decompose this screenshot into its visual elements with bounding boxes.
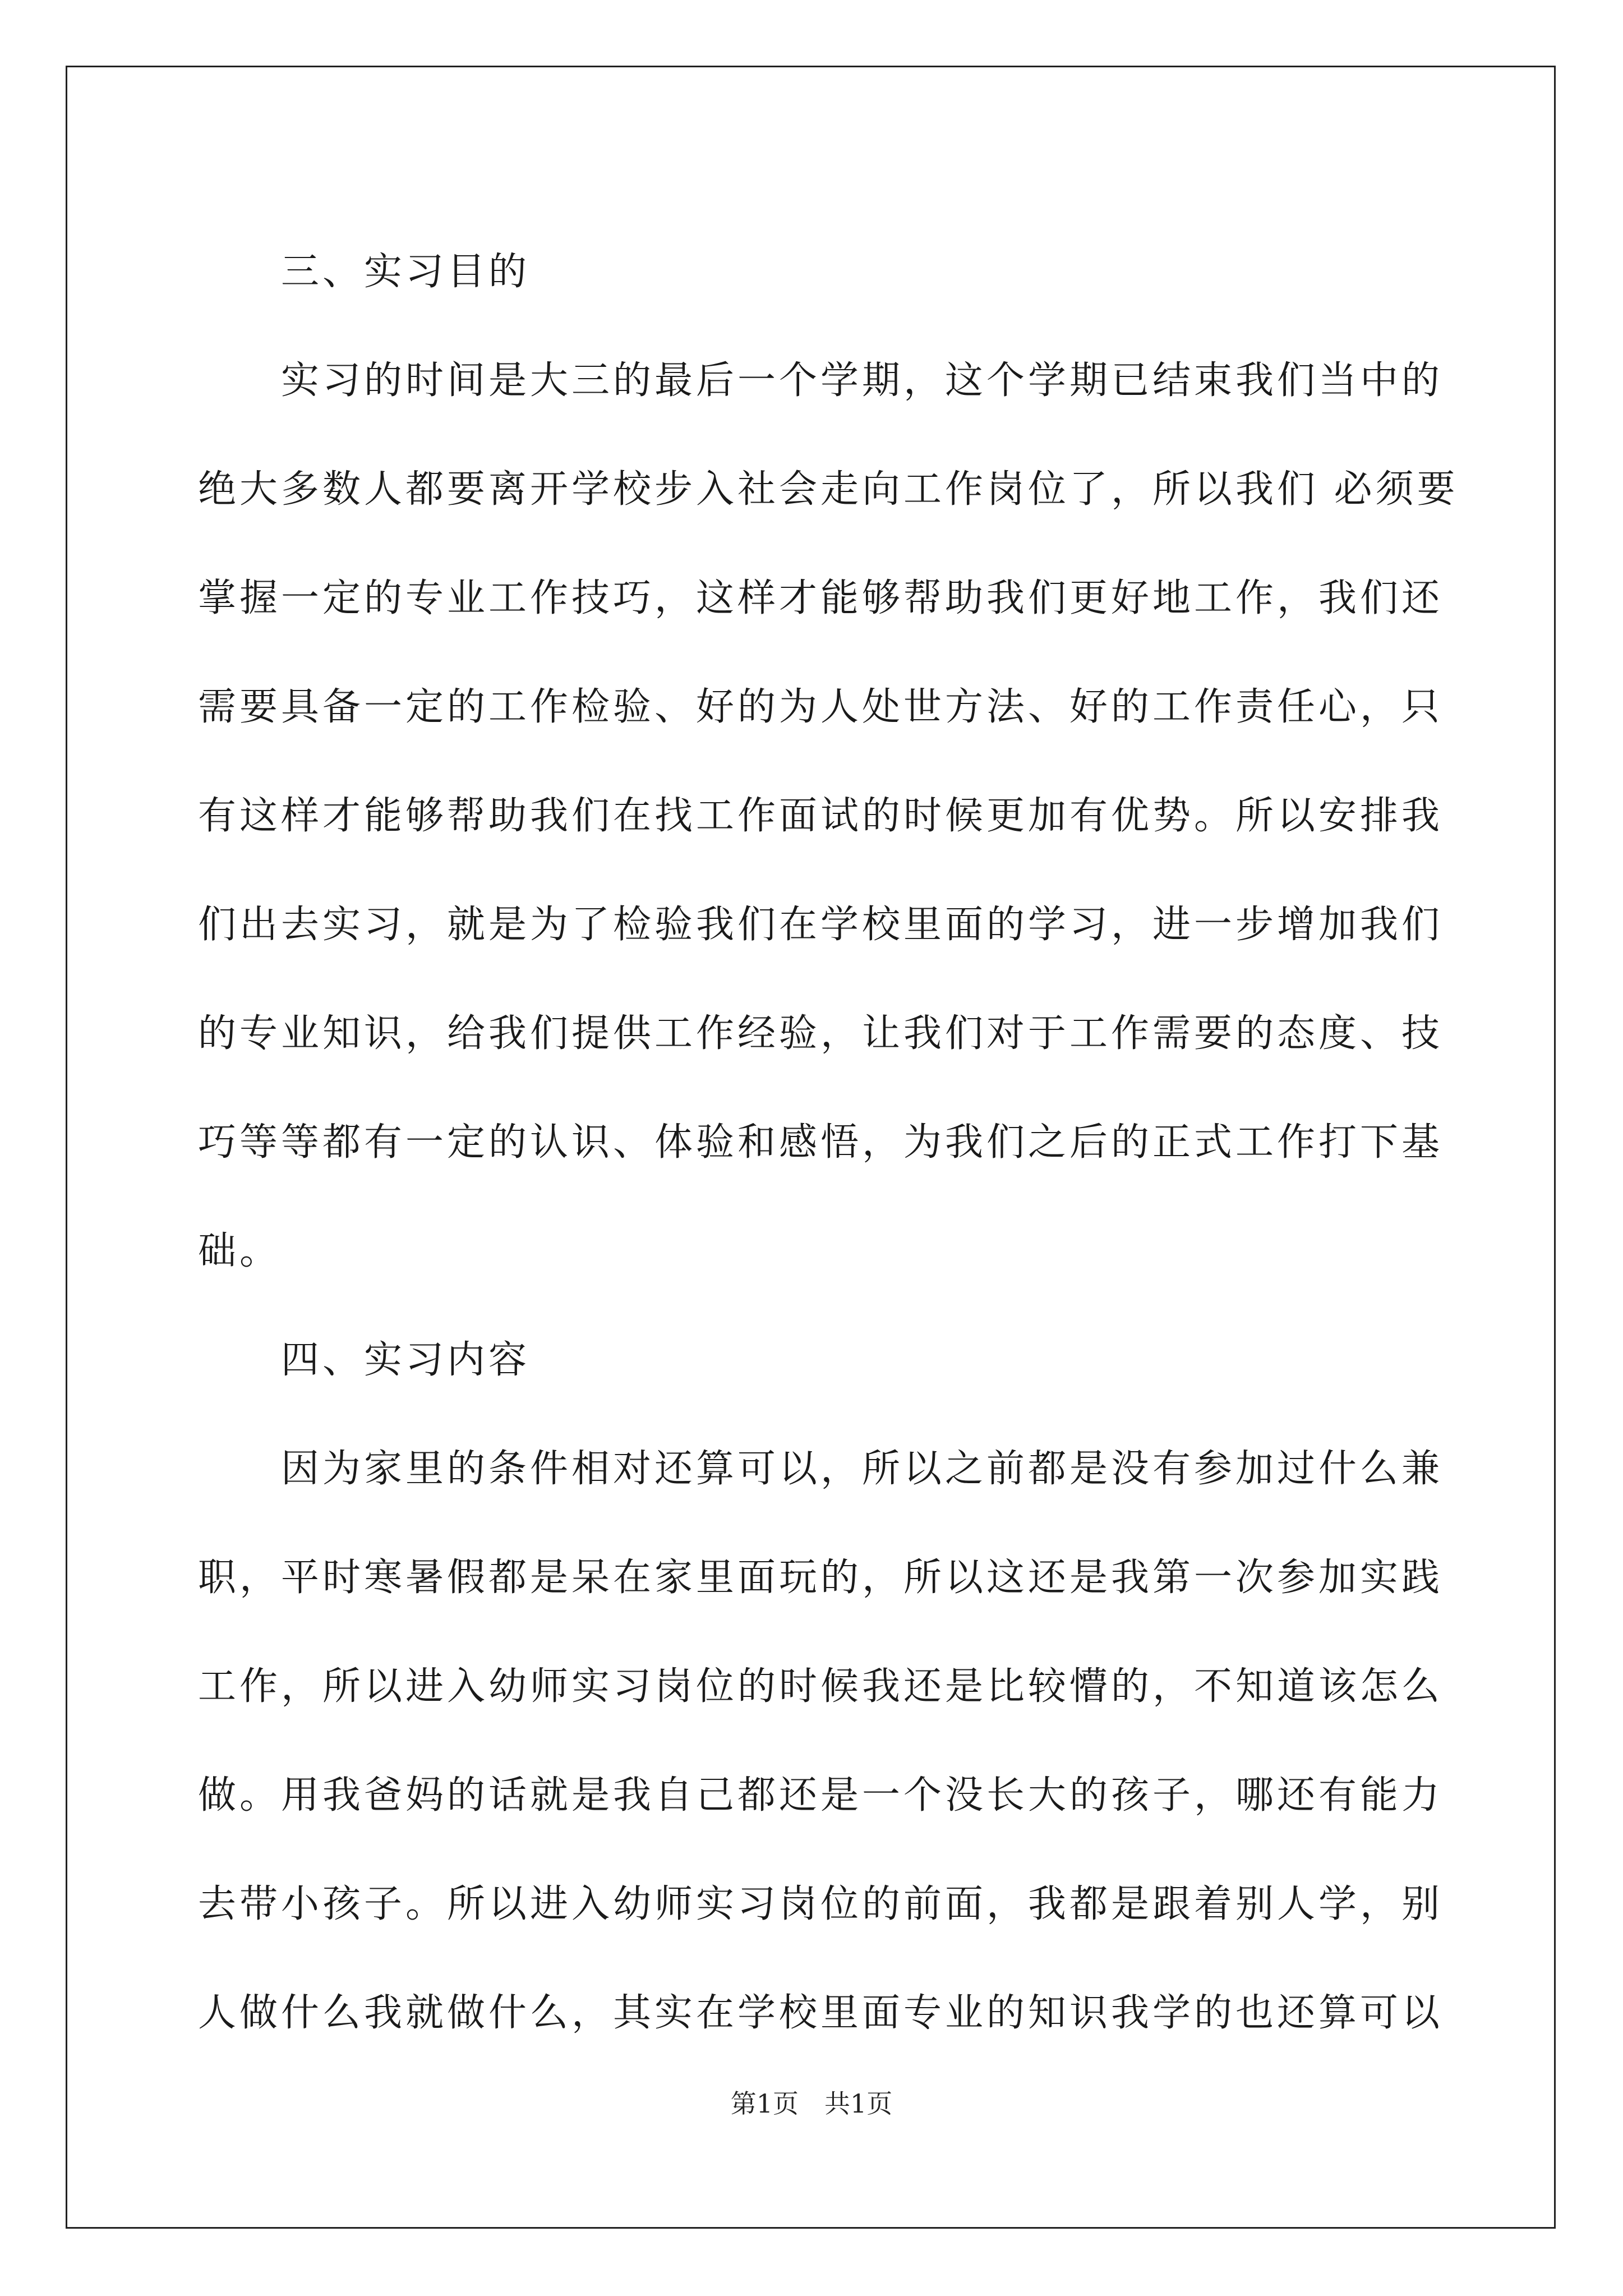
paragraph-line: 绝大多数人都要离开学校步入社会走向工作岗位了，所以我们 必须要 xyxy=(198,467,1459,512)
page-number: 第1页 共1页 xyxy=(730,2088,893,2119)
paragraph-line: 实习的时间是大三的最后一个学期，这个学期已结束我们当中的 xyxy=(281,358,1444,403)
paragraph-line: 们出去实习，就是为了检验我们在学校里面的学习，进一步增加我们 xyxy=(198,903,1444,947)
heading-text: 四、实习内容 xyxy=(281,1338,531,1382)
section-heading-3 xyxy=(198,218,1432,326)
paragraph-line: 有这样才能够帮助我们在找工作面试的时候更加有优势。所以安排我 xyxy=(198,794,1444,838)
paragraph-line: 做。用我爸妈的话就是我自己都还是一个没长大的孩子，哪还有能力 xyxy=(198,1773,1444,1818)
paragraph-line: 因为家里的条件相对还算可以，所以之前都是没有参加过什么兼 xyxy=(281,1447,1444,1491)
page-footer xyxy=(0,2087,1623,2120)
paragraph-line: 掌握一定的专业工作技巧，这样才能够帮助我们更好地工作，我们还 xyxy=(198,576,1444,620)
paragraph-line: 工作，所以进入幼师实习岗位的时候我还是比较懵的，不知道该怎么 xyxy=(198,1664,1444,1709)
paragraph-line: 巧等等都有一定的认识、体验和感悟，为我们之后的正式工作打下基 xyxy=(198,1120,1444,1165)
paragraph-line: 职，平时寒暑假都是呆在家里面玩的，所以这还是我第一次参加实践 xyxy=(198,1556,1444,1600)
paragraph-line: 人做什么我就做什么，其实在学校里面专业的知识我学的也还算可以 xyxy=(198,1991,1444,2035)
document-body xyxy=(198,218,1459,2068)
paragraph-line: 础。 xyxy=(198,1229,282,1273)
heading-text: 三、实习目的 xyxy=(281,250,531,294)
section-heading-4 xyxy=(198,1306,1432,1415)
paragraph-3 xyxy=(198,326,1459,1306)
paragraph-line: 需要具备一定的工作检验、好的为人处世方法、好的工作责任心，只 xyxy=(198,685,1444,729)
paragraph-line: 的专业知识，给我们提供工作经验，让我们对于工作需要的态度、技 xyxy=(198,1011,1444,1056)
paragraph-line: 去带小孩子。所以进入幼师实习岗位的前面，我都是跟着别人学，别 xyxy=(198,1882,1444,1926)
paragraph-4 xyxy=(198,1415,1444,2068)
